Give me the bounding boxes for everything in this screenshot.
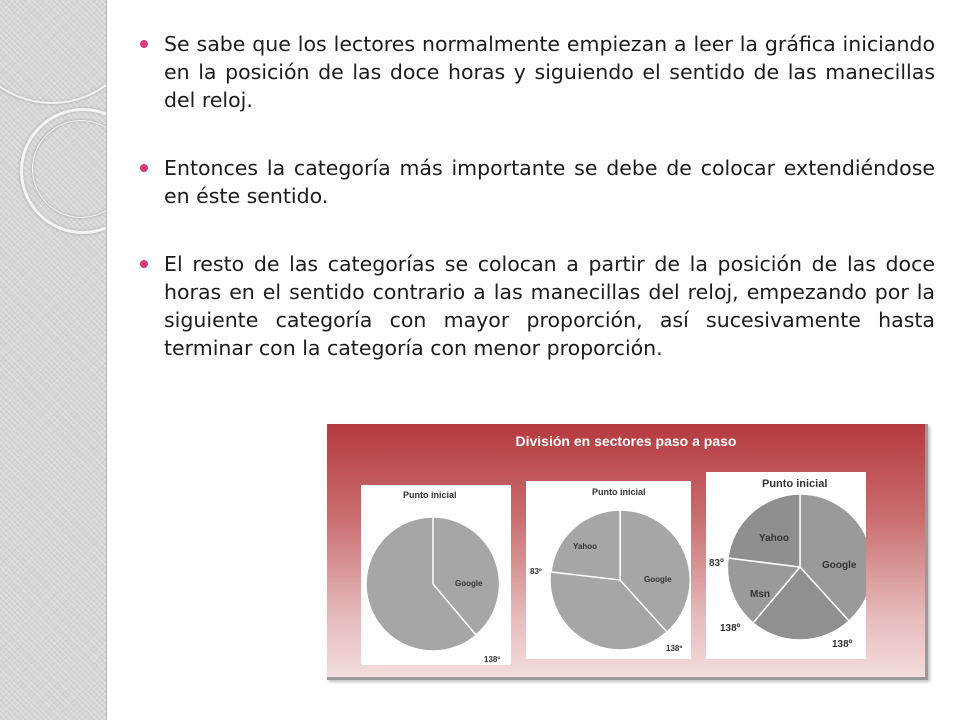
bullet-2: Entonces la categoría más importante se debe de colocar extendiéndose en éste sentido. bbox=[140, 154, 935, 210]
pie-steps-figure bbox=[327, 424, 928, 680]
label-83: 83º bbox=[530, 567, 542, 576]
decorative-ring bbox=[0, 0, 107, 104]
pie-slice-yahoo bbox=[728, 494, 800, 567]
pie-panel-1 bbox=[361, 485, 511, 665]
label-138-right: 138º bbox=[832, 639, 853, 650]
label-google: Google bbox=[455, 579, 483, 588]
label-138: 138º bbox=[484, 655, 501, 664]
figure-title: División en sectores paso a paso bbox=[515, 433, 737, 449]
pie-panel-2 bbox=[526, 481, 691, 659]
start-label: Punto inicial bbox=[762, 478, 828, 490]
start-label: Punto inicial bbox=[403, 490, 457, 500]
pie-panel-3 bbox=[706, 472, 866, 659]
label-google: Google bbox=[822, 560, 857, 571]
bullet-1: Se sabe que los lectores normalmente empiezan a leer la gráfica iniciando en la posición de las doce horas y siguiendo el sentido de las manecillas del reloj. bbox=[140, 30, 935, 114]
label-yahoo: Yahoo bbox=[573, 542, 598, 551]
label-google: Google bbox=[644, 575, 672, 584]
slide-content bbox=[140, 30, 935, 362]
label-138: 138º bbox=[666, 644, 683, 653]
label-138-left: 138º bbox=[720, 623, 741, 634]
label-yahoo: Yahoo bbox=[759, 533, 790, 544]
label-83: 83º bbox=[709, 558, 724, 569]
start-label: Punto inicial bbox=[592, 487, 646, 497]
label-msn: Msn bbox=[750, 589, 770, 600]
bullet-3: El resto de las categorías se colocan a partir de la posición de las doce horas en el sentido contrario a las manecillas del reloj, empezando por la siguiente categoría con mayor proporción, así sucesivamente hasta terminar con la categoría con menor proporción. bbox=[140, 250, 935, 362]
decorative-side-strip bbox=[0, 0, 107, 720]
